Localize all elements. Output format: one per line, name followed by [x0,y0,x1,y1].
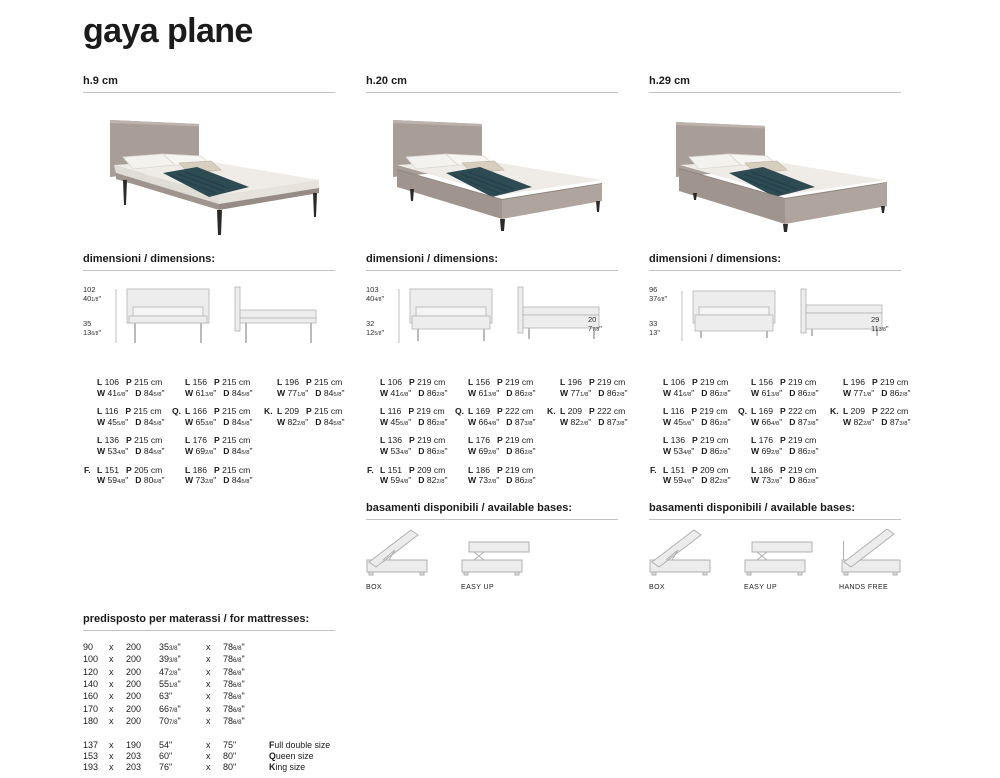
size-cm-line: L 209 P 222 cm [843,406,909,417]
size-cm-line: L 196 P 215 cm [277,377,343,387]
mattress-cm-width: 120 [83,666,99,677]
size-cm-line: L 186 P 219 cm [751,464,817,475]
mattress-in-width: 551/8" [159,678,181,689]
size-entry [843,377,915,400]
size-tag: Q. [738,406,748,417]
mattress-row [83,654,1000,666]
size-entry [185,435,277,458]
size-inch-line: W 732/8" D 862/8" [751,475,819,486]
size-entry [547,406,632,429]
dimension-label-height: 96 376/8" [649,285,668,303]
times-separator: x [206,691,211,702]
mattress-in-width: 76" [159,762,173,773]
size-inch-line: W 534/8" D 862/8" [663,445,731,456]
mattress-cm-width: 140 [83,678,99,689]
dimension-label-base: 33 13" [649,319,661,337]
times-separator: x [109,691,114,702]
size-inch-line: W 534/8" D 862/8" [380,445,448,456]
mattress-cm-width: 100 [83,654,99,665]
size-cm-line: L 176 P 215 cm [185,435,251,446]
size-entry [468,465,560,488]
box-base-icon [366,529,461,579]
bed-photo-h29 [649,107,901,239]
variant-column-h29 [649,75,911,591]
size-inch-line: W 455/8" D 862/8" [663,416,731,427]
mattress-table [83,642,1000,774]
hands-free-base-icon [839,529,934,579]
size-inch-line: W 416/8" D 862/8" [380,387,448,398]
size-entry [277,435,349,458]
size-entry [663,435,751,458]
size-inch-line: W 822/8" D 873/8" [843,416,911,427]
dimension-label-side: 20 77/8" [588,315,602,333]
times-separator: x [206,703,211,714]
size-entry [468,435,560,458]
mattress-in-width: 667/8" [159,703,181,714]
bed-illustration [83,107,335,239]
mattress-size-note: King size [269,762,306,773]
size-cm-line: L 151 P 205 cm [97,464,163,475]
times-separator: x [109,703,114,714]
bases-heading: basamenti disponibili / available bases: [366,502,618,520]
times-separator: x [109,716,114,727]
size-entry [277,465,349,488]
size-entry [751,377,843,400]
mattress-row [83,704,1000,716]
size-cm-line: L 116 P 219 cm [663,406,728,417]
size-entry [843,465,915,488]
mattress-cm-length: 200 [126,691,142,702]
dimension-drawing [366,281,618,365]
size-entry [380,435,468,458]
size-cm-line: L 116 P 219 cm [380,406,445,417]
dimension-label-base: 32 125/8" [366,319,385,337]
size-tag: K. [547,406,556,417]
size-cm-line: L 169 P 222 cm [468,406,534,417]
size-cm-line: L 151 P 209 cm [380,464,446,475]
size-tag: Q. [172,406,182,417]
times-separator: x [109,641,114,652]
mattress-in-length: 786/8" [223,691,245,702]
size-cm-line: L 196 P 219 cm [843,377,909,387]
bases-row [366,529,618,591]
size-cm-line: L 196 P 219 cm [560,377,626,387]
bases-heading: basamenti disponibili / available bases: [649,502,901,520]
times-separator: x [109,678,114,689]
size-inch-line: W 771/8" D 862/8" [560,387,628,398]
size-cm-line: L 106 P 219 cm [663,377,729,387]
dimensions-diagram-h9 [83,281,335,365]
mattress-row [83,667,1000,679]
size-entry [84,464,185,488]
mattress-table-gap [83,729,1000,740]
dimension-label-height: 103 404/8" [366,285,385,303]
size-cm-line: L 136 P 215 cm [97,435,163,446]
size-entry [560,435,632,458]
times-separator: x [206,739,211,750]
bases-section-h29 [649,502,901,591]
size-inch-line: W 613/8" D 845/8" [185,387,253,398]
mattress-cm-width: 180 [83,716,99,727]
size-inch-line: W 822/8" D 873/8" [560,416,628,427]
size-entry [97,377,185,400]
mattress-row-special [83,762,1000,773]
size-inch-line: W 664/8" D 873/8" [751,416,819,427]
mattress-size-note [269,667,1000,679]
dimensions-heading: dimensioni / dimensions: [83,253,335,271]
height-label: h.9 cm [83,75,335,93]
dimension-drawing [649,281,901,365]
size-entry [367,464,468,488]
size-inch-line: W 771/8" D 845/8" [277,387,345,398]
mattress-size-note [269,704,1000,716]
bed-illustration [366,107,618,239]
size-inch-line: W 692/8" D 862/8" [751,445,819,456]
mattress-in-length: 75" [223,739,237,750]
bases-section-h20 [366,502,618,591]
size-cm-line: L 176 P 219 cm [468,435,534,446]
mattress-cm-length: 203 [126,762,142,773]
mattress-row-special [83,740,1000,751]
mattress-size-note [269,691,1000,703]
times-separator: x [206,751,211,761]
size-cm-line: L 156 P 219 cm [468,377,534,387]
page-title: gaya plane [83,12,253,50]
times-separator: x [109,666,114,677]
size-entry [264,406,349,429]
size-entry [751,435,843,458]
base-option-easy-up [461,529,556,591]
size-entry [380,377,468,400]
size-cm-line: L 169 P 222 cm [751,406,817,417]
size-cm-line: L 156 P 219 cm [751,377,817,387]
base-label: EASY UP [461,583,495,591]
size-entry [830,406,915,429]
mattress-in-width: 54" [159,739,173,750]
variant-column-h9 [83,75,345,591]
mattress-size-note [269,716,1000,728]
size-inch-line: W 455/8" D 862/8" [380,416,448,427]
size-cm-line: L 106 P 215 cm [97,377,163,387]
base-label: BOX [649,583,665,591]
dimension-drawing [83,281,335,365]
bases-row [649,529,901,591]
size-cm-line: L 209 P 215 cm [277,406,343,417]
mattress-row [83,679,1000,691]
size-tag: F. [84,464,91,475]
size-tag: F. [367,464,374,475]
size-inch-line: W 416/8" D 845/8" [97,387,165,398]
mattress-in-length: 786/8" [223,716,245,727]
dimension-label-side: 29 113/8" [871,315,889,333]
size-inch-line: W 732/8" D 862/8" [468,475,536,486]
size-inch-line: W 613/8" D 862/8" [751,387,819,398]
size-entry [97,435,185,458]
size-entry [277,377,349,400]
size-entry [650,464,751,488]
size-entry [843,435,915,458]
mattress-cm-length: 200 [126,654,142,665]
size-cm-line: L 186 P 215 cm [185,464,251,475]
size-tag: K. [830,406,839,417]
mattress-size-note [269,679,1000,691]
size-entry [663,377,751,400]
size-inch-line: W 594/8" D 806/8" [97,475,165,486]
mattress-row-special [83,751,1000,762]
size-cm-line: L 136 P 219 cm [380,435,446,446]
mattress-cm-width: 90 [83,641,94,652]
mattress-cm-width: 170 [83,703,99,714]
mattress-cm-length: 200 [126,641,142,652]
mattress-section [83,613,1000,774]
size-table-h20 [366,377,628,488]
variant-column-h20 [366,75,628,591]
mattress-in-length: 80" [223,751,237,761]
size-inch-line: W 692/8" D 862/8" [468,445,536,456]
size-inch-line: W 416/8" D 862/8" [663,387,731,398]
dimensions-heading: dimensioni / dimensions: [366,253,618,271]
base-label: HANDS FREE [839,583,889,591]
size-cm-line: L 166 P 215 cm [185,406,251,417]
size-cm-line: L 209 P 222 cm [560,406,626,417]
size-inch-line: W 594/8" D 822/8" [380,475,448,486]
mattress-size-note: Full double size [269,739,331,750]
mattress-cm-width: 153 [83,751,99,761]
size-entry [185,377,277,400]
mattress-cm-length: 190 [126,739,142,750]
dimension-label-base: 35 136/8" [83,319,102,337]
size-entry [468,377,560,400]
size-inch-line: W 534/8" D 845/8" [97,445,165,456]
times-separator: x [206,654,211,665]
mattress-cm-length: 200 [126,666,142,677]
mattress-size-note: Queen size [269,751,314,761]
mattress-row [83,716,1000,728]
times-separator: x [109,739,114,750]
size-inch-line: W 822/8" D 845/8" [277,416,345,427]
mattress-cm-width: 193 [83,762,99,773]
size-tag: F. [650,464,657,475]
mattress-size-note [269,642,1000,654]
base-option-box [366,529,461,591]
size-inch-line: W 653/8" D 845/8" [185,416,253,427]
mattress-in-width: 353/8" [159,641,181,652]
times-separator: x [206,666,211,677]
size-cm-line: L 136 P 219 cm [663,435,729,446]
mattress-cm-length: 203 [126,751,142,761]
size-inch-line: W 664/8" D 873/8" [468,416,536,427]
bed-photo-h9 [83,107,335,239]
base-label: BOX [366,583,382,591]
box-base-icon [649,529,744,579]
size-inch-line: W 692/8" D 845/8" [185,445,253,456]
size-tag: Q. [455,406,465,417]
size-table-h9 [83,377,345,488]
mattress-heading: predisposto per materassi / for mattresses: [83,613,335,631]
mattress-cm-width: 137 [83,739,99,750]
bed-photo-h20 [366,107,618,239]
mattress-size-note [269,654,1000,666]
size-table-h29 [649,377,911,488]
dimensions-diagram-h20 [366,281,618,365]
size-inch-line: W 455/8" D 845/8" [97,416,165,427]
dimensions-heading: dimensioni / dimensions: [649,253,901,271]
mattress-cm-length: 200 [126,678,142,689]
mattress-in-length: 80" [223,762,237,773]
mattress-in-width: 63" [159,691,173,702]
size-cm-line: L 116 P 215 cm [97,406,162,417]
size-cm-line: L 186 P 219 cm [468,464,534,475]
times-separator: x [206,716,211,727]
times-separator: x [206,762,211,773]
mattress-in-width: 393/8" [159,654,181,665]
times-separator: x [109,762,114,773]
size-cm-line: L 176 P 219 cm [751,435,817,446]
size-inch-line: W 613/8" D 862/8" [468,387,536,398]
mattress-in-width: 472/8" [159,666,181,677]
easy-up-base-icon [461,529,556,579]
mattress-in-length: 786/8" [223,654,245,665]
mattress-in-length: 786/8" [223,666,245,677]
size-inch-line: W 594/8" D 822/8" [663,475,731,486]
mattress-in-length: 786/8" [223,678,245,689]
mattress-row [83,642,1000,654]
mattress-row [83,691,1000,703]
easy-up-base-icon [744,529,839,579]
times-separator: x [206,641,211,652]
size-cm-line: L 106 P 219 cm [380,377,446,387]
mattress-cm-length: 200 [126,703,142,714]
base-option-easy-up [744,529,839,591]
size-cm-line: L 151 P 209 cm [663,464,729,475]
height-label: h.29 cm [649,75,901,93]
base-option-hands-free [839,529,934,591]
height-label: h.20 cm [366,75,618,93]
base-label: EASY UP [744,583,778,591]
size-tag: K. [264,406,273,417]
times-separator: x [109,751,114,761]
mattress-in-length: 786/8" [223,703,245,714]
mattress-in-length: 786/8" [223,641,245,652]
times-separator: x [206,678,211,689]
variant-columns [83,75,1000,591]
size-entry [560,377,632,400]
size-entry [751,465,843,488]
dimension-label-height: 102 401/8" [83,285,102,303]
bed-illustration [649,107,901,239]
size-entry [185,465,277,488]
mattress-cm-length: 200 [126,716,142,727]
size-entry [560,465,632,488]
times-separator: x [109,654,114,665]
base-option-box [649,529,744,591]
mattress-in-width: 707/8" [159,716,181,727]
size-inch-line: W 732/8" D 845/8" [185,475,253,486]
size-inch-line: W 771/8" D 862/8" [843,387,911,398]
mattress-in-width: 60" [159,751,173,761]
size-cm-line: L 156 P 215 cm [185,377,251,387]
dimensions-diagram-h29 [649,281,901,365]
mattress-cm-width: 160 [83,691,99,702]
